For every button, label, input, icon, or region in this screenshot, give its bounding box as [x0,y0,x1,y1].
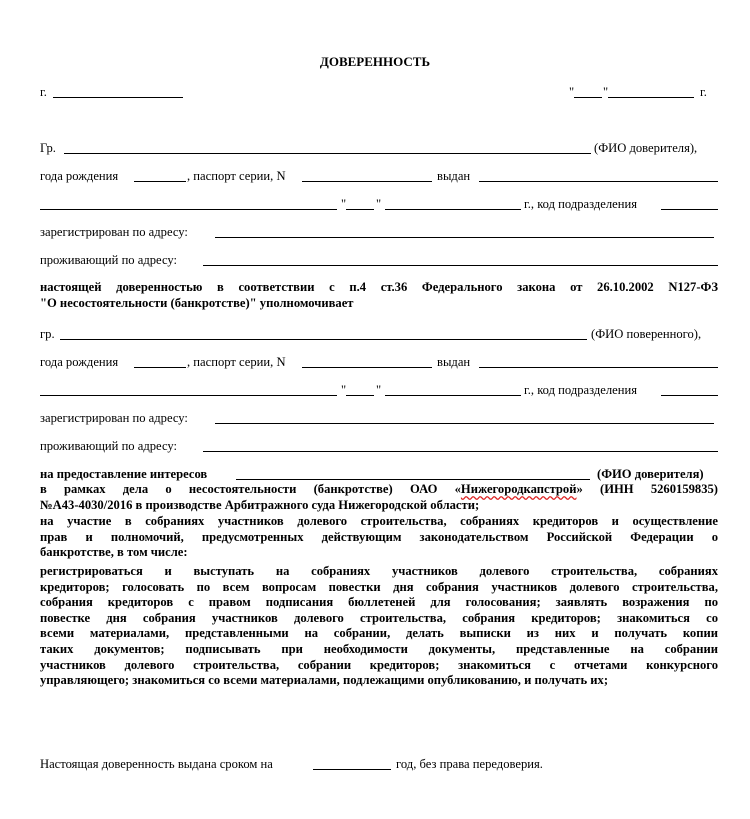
actions-paragraph [40,564,718,689]
authorize-line-1: настоящей доверенностью в соответствии с п.4 ст.36 Федерального закона от 26.10.2002 N127-ФЗ [40,280,718,294]
month-blank[interactable] [608,97,694,98]
principal-issued-label: выдан [437,169,471,183]
case-text-b: » (ИНН 5260159835) [576,482,718,496]
actions-line-7: участников долевого строительства, собрании кредиторов; знакомиться с отчетами конкурсного [40,657,718,672]
case-line-2: №А43-4030/2016 в производстве Арбитражного суда Нижегородской области; [40,497,480,512]
attorney-issued-label: выдан [437,355,471,369]
actions-line-1: регистрироваться и выступать на собраниях участников долевого строительства, собраниях [40,564,718,578]
principal-issued-blank-2[interactable] [40,209,337,210]
represent-label: на предоставление интересов [40,467,208,481]
principal-registered-blank[interactable] [215,237,714,238]
participation-paragraph [40,514,718,561]
principal-gr-label: Гр. [40,141,56,155]
actions-line-8: управляющего; знакомиться со всеми материалами, подлежащими опубликованию, и получать их; [40,673,609,688]
attorney-code-label: г., код подразделения [524,383,638,397]
represent-fio-label: (ФИО доверителя) [597,467,704,481]
attorney-gr-label: гр. [40,327,55,341]
principal-living-label: проживающий по адресу: [40,253,177,267]
actions-line-3: собрания кредиторов с правом подписания бюллетеней для голосования; заявлять возражения по [40,595,718,610]
city-prefix: г. [40,85,47,99]
represent-fio-blank[interactable] [236,479,590,480]
date-quote-open: " [569,85,575,99]
case-line-1 [40,482,718,498]
actions-line-4: повестке дня собрания участников долевого строительства, собрания кредиторов; знакомиться со [40,610,718,625]
attorney-issued-day-blank[interactable] [346,395,374,396]
attorney-birth-label: года рождения [40,355,119,369]
principal-registered-label: зарегистрирован по адресу: [40,225,188,239]
participation-line-3: банкротстве, в том числе: [40,545,188,560]
attorney-passport-blank[interactable] [302,367,432,368]
day-blank[interactable] [574,97,602,98]
attorney-fio-blank[interactable] [60,339,587,340]
attorney-issued-month-blank[interactable] [385,395,521,396]
attorney-date-quote-close: " [376,383,382,397]
principal-fio-label: (ФИО доверителя), [594,141,698,155]
actions-line-2: кредиторов; голосовать по всем вопросам повестки дня собрания участников долевого строительства, [40,579,718,594]
principal-issued-day-blank[interactable] [346,209,374,210]
city-blank[interactable] [53,97,183,98]
principal-fio-blank[interactable] [64,153,591,154]
footer-suffix: год, без права передоверия. [396,757,543,771]
principal-birth-label: года рождения [40,169,119,183]
year-suffix: г. [700,85,707,99]
attorney-issued-blank[interactable] [479,367,718,368]
case-text-a: в рамках дела о несостоятельности (банкротстве) ОАО « [40,482,461,496]
footer-prefix: Настоящая доверенность выдана сроком на [40,757,273,771]
attorney-issued-blank-2[interactable] [40,395,337,396]
attorney-birth-blank[interactable] [134,367,186,368]
principal-date-quote-close: " [376,197,382,211]
principal-code-blank[interactable] [661,209,718,210]
authorize-paragraph [40,280,718,311]
principal-living-blank[interactable] [203,265,718,266]
attorney-registered-blank[interactable] [215,423,714,424]
case-paragraph [40,482,718,513]
participation-line-2: прав и полномочий, предусмотренных действующим законодательством Российской Федерации о [40,529,718,544]
attorney-date-quote-open: " [341,383,347,397]
principal-issued-month-blank[interactable] [385,209,521,210]
attorney-living-label: проживающий по адресу: [40,439,177,453]
attorney-code-blank[interactable] [661,395,718,396]
principal-passport-blank[interactable] [302,181,432,182]
attorney-passport-label: , паспорт серии, N [187,355,286,369]
principal-birth-blank[interactable] [134,181,186,182]
principal-passport-label: , паспорт серии, N [187,169,286,183]
actions-line-5: всеми материалами, представленными на собрании, делать выписки из них и получать копии [40,626,718,641]
term-blank[interactable] [313,769,391,770]
principal-date-quote-open: " [341,197,347,211]
principal-issued-blank[interactable] [479,181,718,182]
principal-code-label: г., код подразделения [524,197,638,211]
date-quote-close: " [603,85,609,99]
authorize-line-2: "О несостоятельности (банкротстве)" уполномочивает [40,295,354,310]
document-title: ДОВЕРЕННОСТЬ [319,54,431,69]
company-name: Нижегородкапстрой [460,482,577,496]
attorney-living-blank[interactable] [203,451,718,452]
attorney-fio-label: (ФИО поверенного), [591,327,702,341]
participation-line-1: на участие в собраниях участников долевого строительства, собраниях кредиторов и осуществление [40,514,718,528]
actions-line-6: таких документов; подписывать при необходимости документы, представленные на собрании [40,641,718,656]
attorney-registered-label: зарегистрирован по адресу: [40,411,188,425]
